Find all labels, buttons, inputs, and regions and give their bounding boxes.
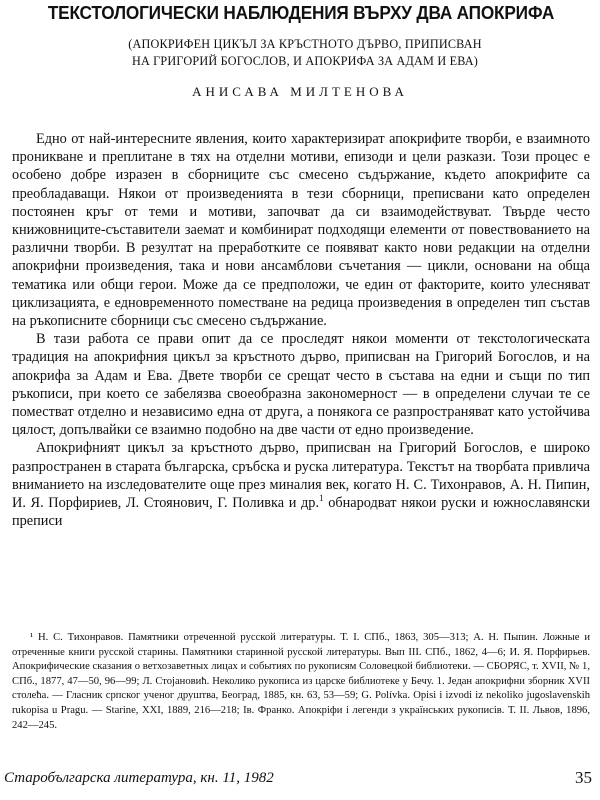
journal-reference: Старобългарска литература, кн. 11, 1982 [4, 770, 274, 786]
body-paragraph-2: В тази работа се прави опит да се проследят някои моменти от текстологическата традиция на апокрифния цикъл за кръстното дърво, приписван на Григорий Богослов, и на апокрифа за Адам и Ева. Двете творби се срещат често в състава на едни и същи по тип ръкописи, при което се забелязва своеобразна закономерност — в определени случаи те се поместват отделно и независимо една от друга, а понякога се разпространяват като устойчива цялост, допълвайки се взаимно подобно на две части от едно произведение. [12, 331, 590, 439]
footnotes [12, 631, 590, 733]
subtitle-line-1: (АПОКРИФЕН ЦИКЪЛ ЗА КРЪСТНОТО ДЪРВО, ПРИПИСВАН [128, 37, 482, 51]
footnote-1: ¹ Н. С. Тихонравов. Памятники отреченной русской литературы. Т. I. СПб., 1863, 305—313; А. Н. Пыпин. Ложные и отреченные книги русской старины. Памятники старинной русской литературы. Вып III. СПб., 1862, 4—6; И. Я. Порфирьев. Апокрифические сказания о ветхозаветных лицах и событиях по рукописям Соловецкой библиотеки. — СБОРЯС, т. XVII, № 1, СПб., 1877, 47—50, 96—99; Л. Стојановић. Неколико рукописа из царске библиотеке у Бечу. 1. Један апокрифни зборник XVII столећа. — Гласник српског ученог друштва, Београд, 1885, кн. 63, 53—59; G. Polívka. Opisi i izvodi iz nekoliko jugoslavenskih rukopisa u Pragu. — Starine, XXI, 1889, 216—218; Iв. Франко. Апокрiфи i легенди з українських рукописiв. Т. II. Львов, 1896, 242—245. [12, 632, 590, 731]
body-paragraph-3-text: Апокрифният цикъл за кръстното дърво, приписван на Григорий Богослов, е широко разпространен в старата българска, сръбска и руска литература. Текстът на творбата привлича вниманието на изследователите още през миналия век, когато Н. С. Тихонравов, А. Н. Пипин, И. Я. Порфириев, Л. Стоянович, Г. Поливка и др. [12, 440, 590, 512]
article-author: АНИСАВА МИЛТЕНОВА [192, 84, 408, 99]
page-number: 35 [575, 768, 592, 787]
subtitle-line-2: НА ГРИГОРИЙ БОГОСЛОВ, И АПОКРИФА ЗА АДАМ И ЕВА) [131, 54, 479, 68]
body-paragraph-3-end: обнародват някои руски и южнославянски преписи [12, 495, 590, 530]
body-paragraph-1: Едно от най-интересните явления, които характеризират апокрифите творби, е взаимното проникване и преплитане в тях на отделни мотиви, епизоди и цели разкази. Този процес е особено добре изразен в сборниците със смесено съдържание, където апокрифите са преобладаващи. Някои от произведенията в тези сборници, преписвани като определен постоянен кръг от теми и мотиви, започват да си взаимодействуват. Твърде често книжовниците-съставители заемат и комбинират подходящи елементи от повествованието на различни творби. В резултат на преработките се появяват както нови редакции на отделни апокрифни произведения, така и нови ансамблови съчетания — цикли, основани на обща тематика или общи герои. Може да се предположи, че един от факторите, които улесняват циклизацията, е едновременното поместване на редица произведения в определен тип състав на ръкописните сборници със смесено съдържание. [12, 131, 590, 330]
article-title: ТЕКСТОЛОГИЧЕСКИ НАБЛЮДЕНИЯ ВЪРХУ ДВА АПОКРИФА [47, 2, 555, 23]
page-footer [4, 770, 592, 792]
article-subtitle [40, 36, 570, 70]
body-paragraph-3 [12, 439, 590, 530]
footnote-reference: 1 [319, 493, 324, 504]
article-body [12, 130, 590, 530]
